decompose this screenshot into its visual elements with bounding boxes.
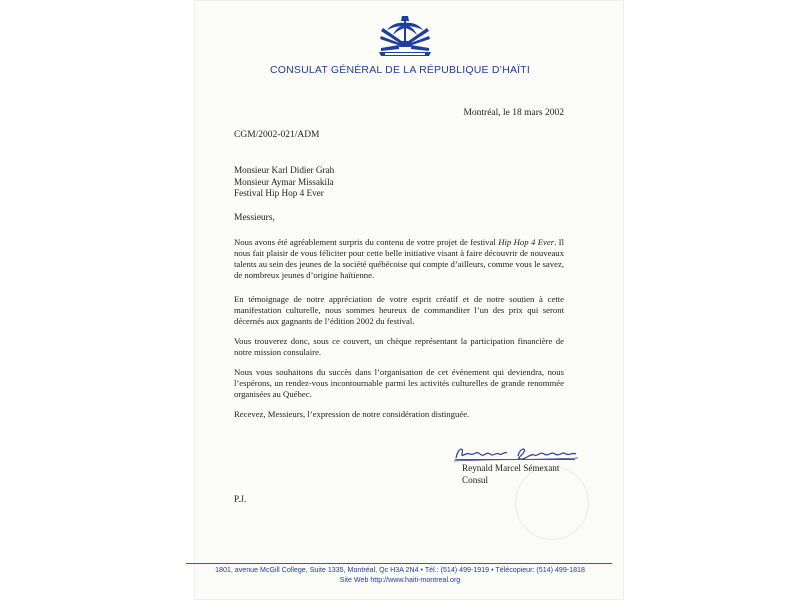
body-paragraph-4: Nous vous souhaitons du succès dans l’organisation de cet évènement qui deviendra, nous l’espérons, un rendez-vous incontournable parmi les activités culturelles de grande renommée organisées au Québec. [234, 367, 564, 399]
signatory-name: Reynald Marcel Sémexant [462, 463, 560, 473]
salutation: Messieurs, [234, 213, 275, 223]
signatory-block [462, 462, 559, 486]
enclosure-note: P.J. [234, 494, 247, 504]
signature-line [455, 459, 575, 460]
footer-website: Site Web http://www.haiti-montreal.org [339, 575, 461, 584]
paragraph-text: Nous avons été agréablement surpris du contenu de votre projet de festival [234, 237, 499, 247]
paragraph-text: . Il nous fait plaisir de vous féliciter pour cette belle initiative visant à faire découvrir de nouveaux talents au sein des jeunes de la société québécoise qui compte d’ailleurs, comme vous le savez, de nombreux jeunes d’origine haïtienne. [234, 237, 564, 280]
letterhead-title: CONSULAT GÉNÉRAL DE LA RÉPUBLIQUE D’HAÏTI [269, 64, 531, 76]
footer-address: 1801, avenue McGill College, Suite 1335, Montréal, Qc H3A 2N4 • Tél.: (514) 499-1919 • Télécopieur: (514) 499-1818 [215, 566, 585, 574]
festival-name: Hip Hop 4 Ever [498, 237, 555, 247]
footer [0, 566, 800, 585]
body-paragraph-3: Vous trouverez donc, sous ce couvert, un chèque représentant la participation financière de notre mission consulaire. [234, 336, 564, 357]
footer-divider [186, 563, 612, 564]
signatory-title: Consul [462, 475, 489, 485]
body-paragraph-2: En témoignage de notre appréciation de votre esprit créatif et de notre soutien à cette manifestation culturelle, nous sommes heureux de commanditer l’un des prix qui seront décernés aux gagnants de l’édition 2002 du festival. [234, 294, 564, 326]
recipient-line: Monsieur Aymar Missakila [234, 176, 334, 187]
letter-reference: CGM/2002-021/ADM [234, 130, 320, 140]
handwritten-signature [452, 442, 582, 464]
letter-date: Montréal, le 18 mars 2002 [463, 108, 564, 118]
haiti-coat-of-arms-icon [375, 14, 435, 58]
closing-line: Recevez, Messieurs, l’expression de notre considération distinguée. [234, 409, 470, 419]
recipient-line: Monsieur Karl Didier Grah [234, 165, 335, 175]
recipient-block [234, 165, 334, 200]
body-paragraph-1 [234, 237, 564, 281]
recipient-line: Festival Hip Hop 4 Ever [234, 188, 324, 198]
